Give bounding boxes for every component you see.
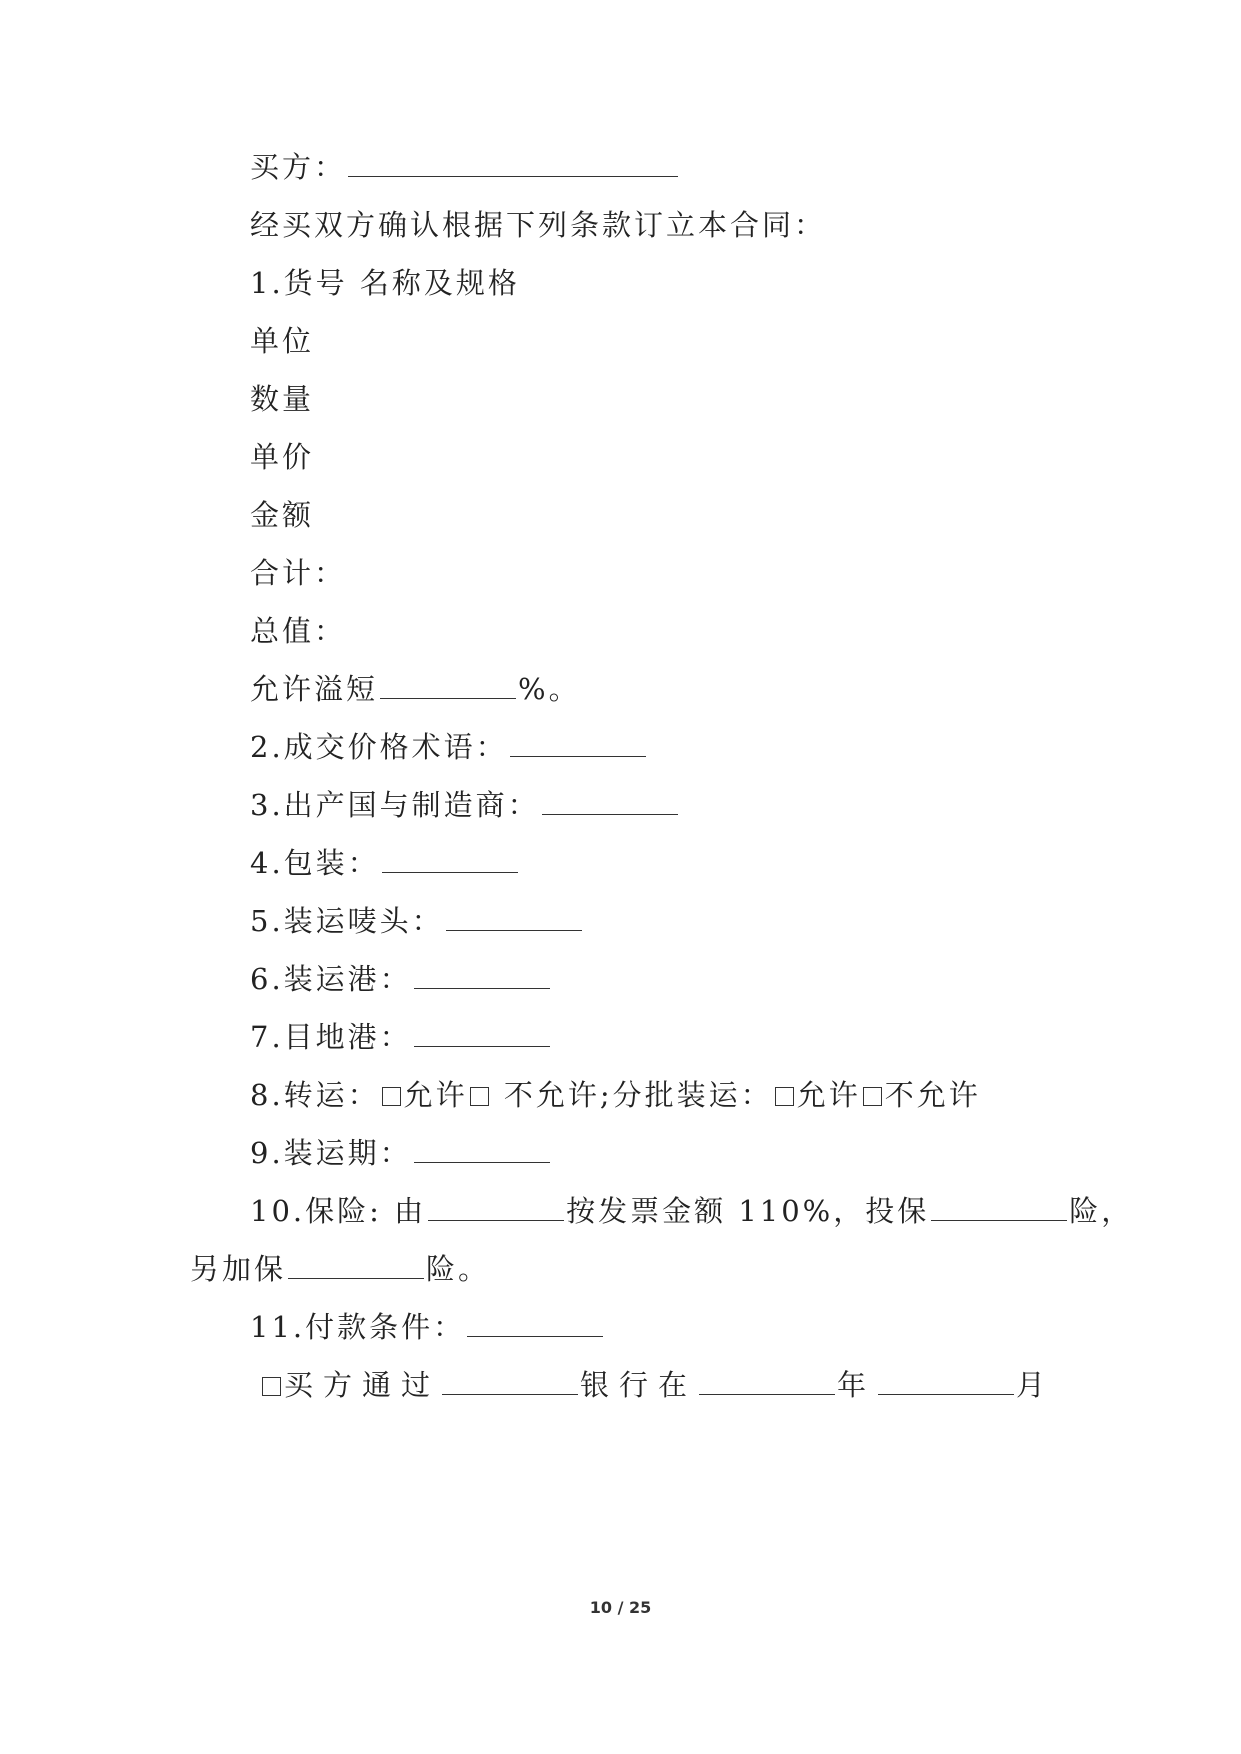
quantity-label: 数量 bbox=[250, 382, 315, 416]
item6-line bbox=[250, 959, 552, 999]
transship-allowed-checkbox[interactable] bbox=[382, 1087, 401, 1106]
subtotal-label: 合计： bbox=[250, 556, 347, 590]
confirm-line: 经买双方确认根据下列条款订立本合同： bbox=[250, 208, 827, 242]
buyer-line bbox=[250, 147, 680, 187]
item11-blank[interactable] bbox=[467, 1312, 603, 1337]
transship-not-allowed-checkbox[interactable] bbox=[470, 1087, 489, 1106]
item9-label: 9.装运期： bbox=[250, 1136, 412, 1170]
item8-line bbox=[250, 1075, 981, 1115]
partial-allowed-checkbox[interactable] bbox=[775, 1087, 794, 1106]
partial-not-allowed-label: 不允许 bbox=[884, 1078, 981, 1112]
item7-line bbox=[250, 1017, 552, 1057]
unit-price-label: 单价 bbox=[250, 440, 315, 474]
item6-label: 6.装运港： bbox=[250, 962, 412, 996]
extra-insurance-suffix: 险。 bbox=[426, 1252, 491, 1286]
item4-blank[interactable] bbox=[382, 848, 518, 873]
partial-not-allowed-checkbox[interactable] bbox=[863, 1087, 882, 1106]
payment-line bbox=[262, 1365, 1055, 1405]
item5-label: 5.装运唛头： bbox=[250, 904, 444, 938]
month-blank[interactable] bbox=[878, 1370, 1014, 1395]
payment-via-label: 买方通过 bbox=[284, 1368, 441, 1402]
item7-blank[interactable] bbox=[414, 1022, 550, 1047]
item10-continuation bbox=[190, 1249, 490, 1289]
partial-allowed-label: 允许 bbox=[796, 1078, 861, 1112]
item4-line bbox=[250, 843, 520, 883]
item10-text: 按发票金额 110%，投保 bbox=[566, 1194, 930, 1228]
extra-insurance-blank[interactable] bbox=[288, 1254, 424, 1279]
bank-blank[interactable] bbox=[442, 1370, 578, 1395]
tolerance-suffix: %。 bbox=[518, 672, 581, 706]
item11-label: 11.付款条件： bbox=[250, 1310, 466, 1344]
item10-label: 10.保险: 由 bbox=[250, 1194, 427, 1228]
payment-checkbox[interactable] bbox=[262, 1377, 281, 1396]
insurance-type-blank[interactable] bbox=[931, 1196, 1067, 1221]
partial-shipment-label: 不允许;分批装运： bbox=[491, 1078, 773, 1112]
transship-allowed-label: 允许 bbox=[403, 1078, 468, 1112]
bank-label: 银行在 bbox=[580, 1368, 698, 1402]
item3-line bbox=[250, 785, 680, 825]
item6-blank[interactable] bbox=[414, 964, 550, 989]
insurer-blank[interactable] bbox=[428, 1196, 564, 1221]
item2-line bbox=[250, 727, 648, 767]
tolerance-line bbox=[250, 669, 581, 709]
item3-blank[interactable] bbox=[542, 790, 678, 815]
item3-label: 3.出产国与制造商： bbox=[250, 788, 540, 822]
item2-label: 2.成交价格术语： bbox=[250, 730, 508, 764]
item8-label: 8.转运： bbox=[250, 1078, 380, 1112]
year-label: 年 bbox=[837, 1368, 877, 1402]
year-blank[interactable] bbox=[699, 1370, 835, 1395]
item5-blank[interactable] bbox=[446, 906, 582, 931]
item9-blank[interactable] bbox=[414, 1138, 550, 1163]
month-label: 月 bbox=[1016, 1368, 1056, 1402]
item11-line bbox=[250, 1307, 605, 1347]
unit-label: 单位 bbox=[250, 324, 315, 358]
item4-label: 4.包装： bbox=[250, 846, 380, 880]
item10-line bbox=[250, 1191, 1133, 1231]
page-number: 10 / 25 bbox=[589, 1598, 652, 1617]
item7-label: 7.目地港： bbox=[250, 1020, 412, 1054]
amount-label: 金额 bbox=[250, 498, 315, 532]
tolerance-blank[interactable] bbox=[380, 674, 516, 699]
total-label: 总值： bbox=[250, 614, 347, 648]
extra-insurance-label: 另加保 bbox=[190, 1252, 287, 1286]
buyer-label: 买方： bbox=[250, 150, 347, 184]
item9-line bbox=[250, 1133, 552, 1173]
item1-heading: 1.货号 名称及规格 bbox=[250, 266, 520, 300]
item2-blank[interactable] bbox=[510, 732, 646, 757]
tolerance-label: 允许溢短 bbox=[250, 672, 379, 706]
item5-line bbox=[250, 901, 584, 941]
buyer-blank[interactable] bbox=[348, 152, 678, 177]
item10-suffix: 险， bbox=[1069, 1194, 1134, 1228]
